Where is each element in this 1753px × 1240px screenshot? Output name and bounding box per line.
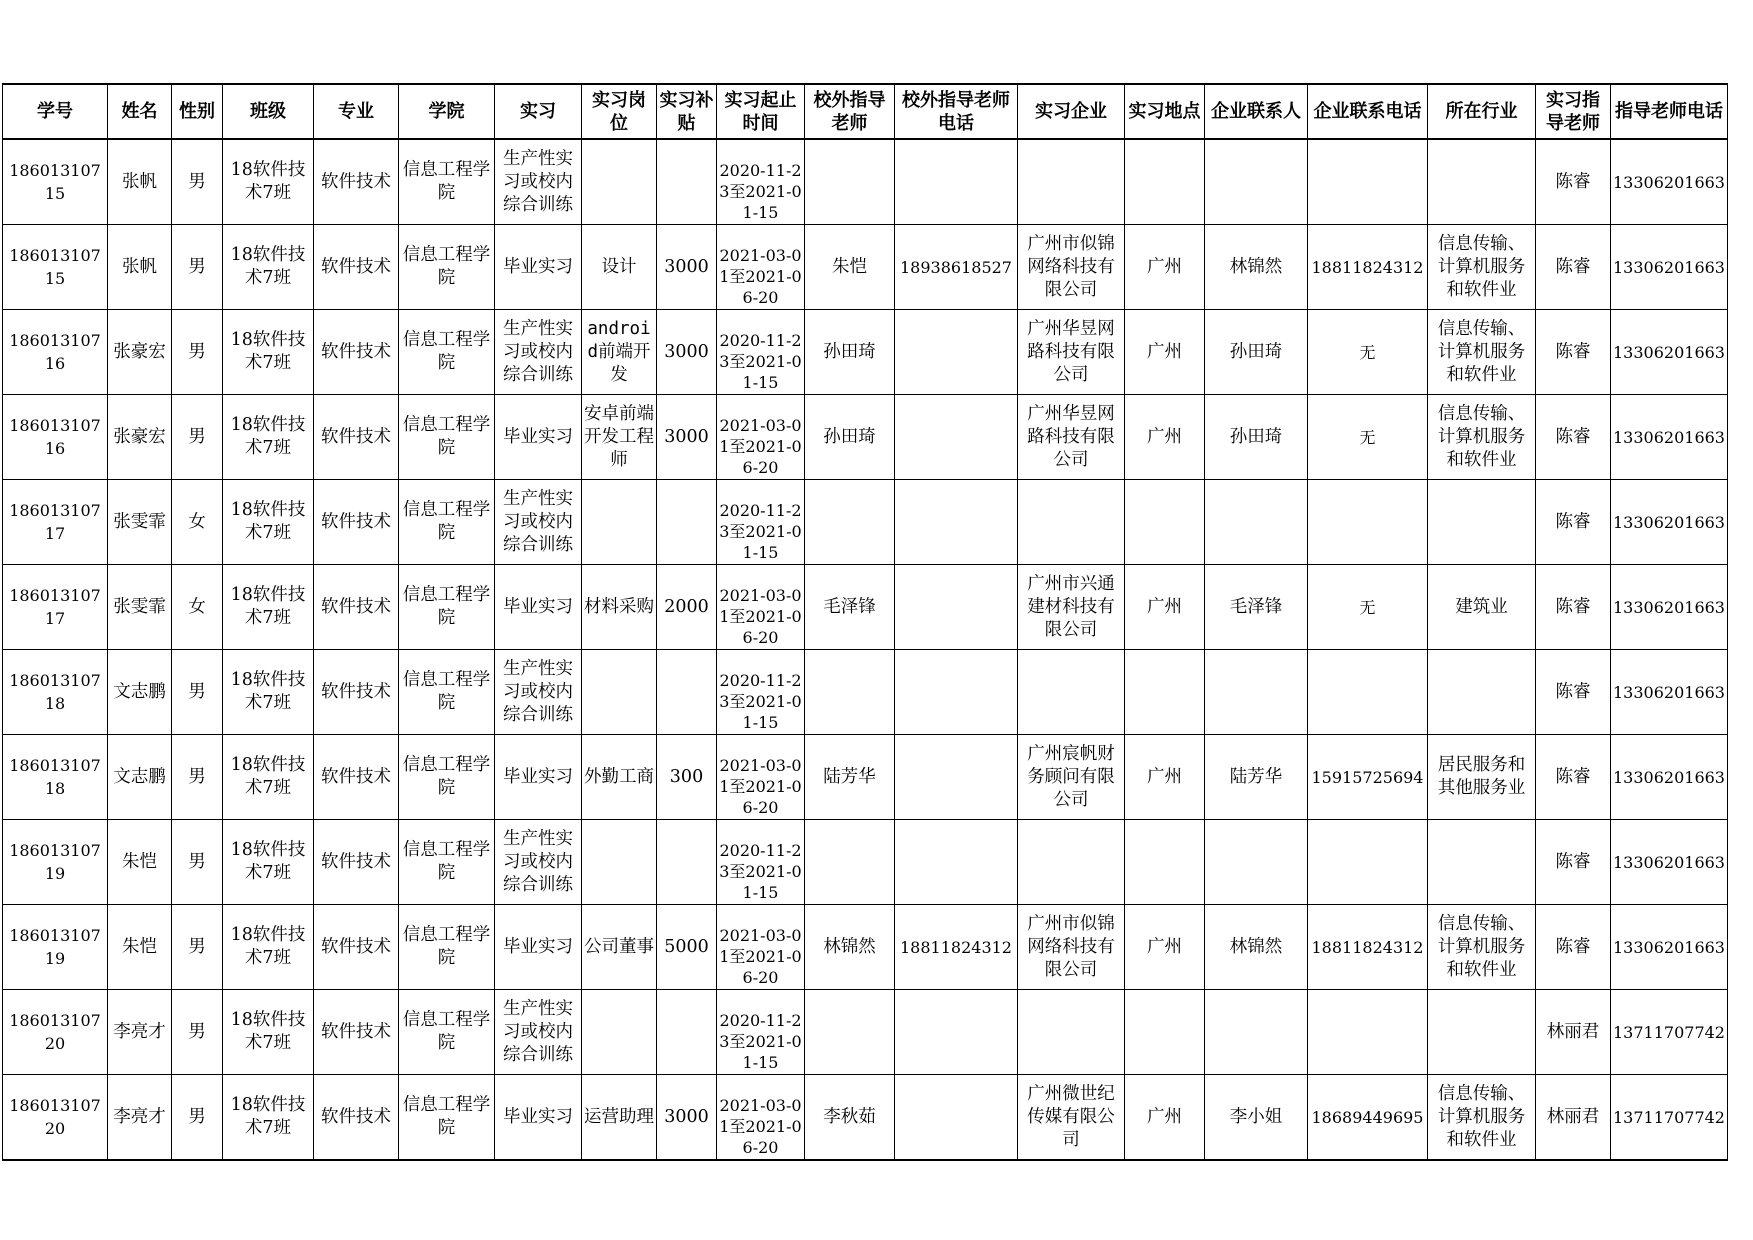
class-cell: 18软件技术7班 xyxy=(223,735,314,820)
period-text: 2021-03-01至2021-06-20 xyxy=(719,755,802,817)
table-row xyxy=(3,820,1728,905)
gender-cell: 男 xyxy=(172,990,223,1075)
period-cell xyxy=(717,650,805,735)
location-cell: 广州 xyxy=(1125,905,1205,990)
major-cell: 软件技术 xyxy=(314,395,399,480)
company-phone-cell: 18811824312 xyxy=(1308,905,1428,990)
external-tutor-phone-cell xyxy=(895,820,1018,905)
industry-cell xyxy=(1428,480,1536,565)
period-cell xyxy=(717,820,805,905)
class-cell: 18软件技术7班 xyxy=(223,310,314,395)
internship-type-cell: 生产性实习或校内综合训练 xyxy=(495,480,582,565)
column-header-sub: 实习补贴 xyxy=(657,84,717,139)
student-name-cell: 朱恺 xyxy=(108,820,172,905)
column-header-cls: 班级 xyxy=(223,84,314,139)
internship-table xyxy=(2,83,1728,1161)
company-cell: 广州微世纪传媒有限公司 xyxy=(1018,1075,1125,1161)
company-phone-cell xyxy=(1308,990,1428,1075)
column-header-dates: 实习起止时间 xyxy=(717,84,805,139)
major-cell: 软件技术 xyxy=(314,139,399,225)
company-contact-cell: 林锦然 xyxy=(1205,905,1308,990)
student-name-cell: 文志鹏 xyxy=(108,735,172,820)
student-name-cell: 张雯霏 xyxy=(108,480,172,565)
external-tutor-cell xyxy=(805,990,895,1075)
position-cell: 材料采购 xyxy=(582,565,657,650)
external-tutor-cell: 李秋茹 xyxy=(805,1075,895,1161)
external-tutor-cell: 毛泽锋 xyxy=(805,565,895,650)
company-phone-cell xyxy=(1308,139,1428,225)
column-header-company: 实习企业 xyxy=(1018,84,1125,139)
external-tutor-phone-cell xyxy=(895,480,1018,565)
class-cell: 18软件技术7班 xyxy=(223,990,314,1075)
tutor-phone-cell: 13306201663 xyxy=(1611,310,1728,395)
college-cell: 信息工程学院 xyxy=(399,565,495,650)
gender-cell: 男 xyxy=(172,395,223,480)
position-cell xyxy=(582,650,657,735)
position-cell: 设计 xyxy=(582,225,657,310)
location-cell: 广州 xyxy=(1125,395,1205,480)
location-cell: 广州 xyxy=(1125,1075,1205,1161)
company-cell xyxy=(1018,990,1125,1075)
period-cell xyxy=(717,905,805,990)
internship-type-cell: 生产性实习或校内综合训练 xyxy=(495,310,582,395)
subsidy-cell: 3000 xyxy=(657,395,717,480)
class-cell: 18软件技术7班 xyxy=(223,650,314,735)
table-row xyxy=(3,905,1728,990)
table-row xyxy=(3,990,1728,1075)
period-cell xyxy=(717,310,805,395)
company-contact-cell: 孙田琦 xyxy=(1205,310,1308,395)
external-tutor-cell xyxy=(805,480,895,565)
tutor-cell: 陈睿 xyxy=(1536,905,1611,990)
company-contact-cell xyxy=(1205,650,1308,735)
external-tutor-phone-cell xyxy=(895,310,1018,395)
tutor-phone-cell: 13711707742 xyxy=(1611,1075,1728,1161)
tutor-phone-cell: 13306201663 xyxy=(1611,820,1728,905)
table-row xyxy=(3,565,1728,650)
student-id-cell: 18601310718 xyxy=(3,735,108,820)
student-id-cell: 18601310719 xyxy=(3,905,108,990)
student-id-cell: 18601310718 xyxy=(3,650,108,735)
company-contact-cell: 林锦然 xyxy=(1205,225,1308,310)
internship-type-cell: 毕业实习 xyxy=(495,225,582,310)
student-id-cell: 18601310719 xyxy=(3,820,108,905)
tutor-cell: 陈睿 xyxy=(1536,820,1611,905)
internship-type-cell: 生产性实习或校内综合训练 xyxy=(495,650,582,735)
gender-cell: 男 xyxy=(172,225,223,310)
column-header-ext-t: 校外指导老师 xyxy=(805,84,895,139)
class-cell: 18软件技术7班 xyxy=(223,225,314,310)
college-cell: 信息工程学院 xyxy=(399,139,495,225)
subsidy-cell: 3000 xyxy=(657,225,717,310)
tutor-phone-cell: 13306201663 xyxy=(1611,395,1728,480)
external-tutor-cell: 孙田琦 xyxy=(805,310,895,395)
column-header-ext-tel: 校外指导老师电话 xyxy=(895,84,1018,139)
company-cell xyxy=(1018,139,1125,225)
college-cell: 信息工程学院 xyxy=(399,395,495,480)
tutor-cell: 林丽君 xyxy=(1536,1075,1611,1161)
tutor-cell: 陈睿 xyxy=(1536,650,1611,735)
internship-type-cell: 毕业实习 xyxy=(495,565,582,650)
tutor-phone-cell: 13306201663 xyxy=(1611,735,1728,820)
external-tutor-phone-cell xyxy=(895,990,1018,1075)
period-text: 2021-03-01至2021-06-20 xyxy=(719,415,802,477)
company-cell: 广州市似锦网络科技有限公司 xyxy=(1018,905,1125,990)
company-cell: 广州市兴通建材科技有限公司 xyxy=(1018,565,1125,650)
student-name-cell: 张帆 xyxy=(108,139,172,225)
internship-type-cell: 毕业实习 xyxy=(495,905,582,990)
position-cell: 安卓前端开发工程师 xyxy=(582,395,657,480)
class-cell: 18软件技术7班 xyxy=(223,820,314,905)
subsidy-cell xyxy=(657,139,717,225)
column-header-major: 专业 xyxy=(314,84,399,139)
column-header-college: 学院 xyxy=(399,84,495,139)
major-cell: 软件技术 xyxy=(314,1075,399,1161)
table-row xyxy=(3,395,1728,480)
company-phone-cell xyxy=(1308,820,1428,905)
company-contact-cell: 孙田琦 xyxy=(1205,395,1308,480)
position-cell: 运营助理 xyxy=(582,1075,657,1161)
external-tutor-cell xyxy=(805,139,895,225)
student-id-cell: 18601310717 xyxy=(3,480,108,565)
column-header-type: 实习 xyxy=(495,84,582,139)
header-row xyxy=(3,84,1728,139)
college-cell: 信息工程学院 xyxy=(399,735,495,820)
column-header-tutor-tel: 指导老师电话 xyxy=(1611,84,1728,139)
industry-cell xyxy=(1428,820,1536,905)
external-tutor-phone-cell xyxy=(895,395,1018,480)
student-name-cell: 张雯霏 xyxy=(108,565,172,650)
company-cell: 广州市似锦网络科技有限公司 xyxy=(1018,225,1125,310)
industry-cell: 信息传输、计算机服务和软件业 xyxy=(1428,310,1536,395)
external-tutor-cell: 林锦然 xyxy=(805,905,895,990)
industry-cell xyxy=(1428,650,1536,735)
college-cell: 信息工程学院 xyxy=(399,820,495,905)
location-cell: 广州 xyxy=(1125,225,1205,310)
company-phone-cell: 18811824312 xyxy=(1308,225,1428,310)
class-cell: 18软件技术7班 xyxy=(223,905,314,990)
class-cell: 18软件技术7班 xyxy=(223,395,314,480)
company-phone-cell: 18689449695 xyxy=(1308,1075,1428,1161)
company-cell xyxy=(1018,820,1125,905)
column-header-industry: 所在行业 xyxy=(1428,84,1536,139)
college-cell: 信息工程学院 xyxy=(399,650,495,735)
tutor-cell: 陈睿 xyxy=(1536,735,1611,820)
period-text: 2020-11-23至2021-01-15 xyxy=(719,670,802,732)
gender-cell: 男 xyxy=(172,650,223,735)
gender-cell: 男 xyxy=(172,139,223,225)
column-header-contact: 企业联系人 xyxy=(1205,84,1308,139)
period-text: 2021-03-01至2021-06-20 xyxy=(719,245,802,307)
major-cell: 软件技术 xyxy=(314,735,399,820)
location-cell: 广州 xyxy=(1125,310,1205,395)
company-contact-cell: 毛泽锋 xyxy=(1205,565,1308,650)
company-contact-cell xyxy=(1205,139,1308,225)
college-cell: 信息工程学院 xyxy=(399,990,495,1075)
subsidy-cell xyxy=(657,820,717,905)
student-name-cell: 张帆 xyxy=(108,225,172,310)
table-row xyxy=(3,480,1728,565)
company-cell: 广州宸帆财务顾问有限公司 xyxy=(1018,735,1125,820)
college-cell: 信息工程学院 xyxy=(399,1075,495,1161)
subsidy-cell: 300 xyxy=(657,735,717,820)
company-contact-cell xyxy=(1205,820,1308,905)
class-cell: 18软件技术7班 xyxy=(223,139,314,225)
external-tutor-cell: 孙田琦 xyxy=(805,395,895,480)
student-name-cell: 张豪宏 xyxy=(108,395,172,480)
major-cell: 软件技术 xyxy=(314,565,399,650)
position-cell: android前端开发 xyxy=(582,310,657,395)
position-cell xyxy=(582,139,657,225)
external-tutor-phone-cell xyxy=(895,1075,1018,1161)
external-tutor-cell xyxy=(805,820,895,905)
subsidy-cell xyxy=(657,480,717,565)
subsidy-cell: 5000 xyxy=(657,905,717,990)
subsidy-cell: 3000 xyxy=(657,310,717,395)
tutor-phone-cell: 13711707742 xyxy=(1611,990,1728,1075)
major-cell: 软件技术 xyxy=(314,820,399,905)
subsidy-cell: 3000 xyxy=(657,1075,717,1161)
company-phone-cell xyxy=(1308,480,1428,565)
student-id-cell: 18601310716 xyxy=(3,310,108,395)
gender-cell: 男 xyxy=(172,310,223,395)
company-cell xyxy=(1018,480,1125,565)
period-cell xyxy=(717,480,805,565)
location-cell xyxy=(1125,990,1205,1075)
internship-type-cell: 生产性实习或校内综合训练 xyxy=(495,820,582,905)
industry-cell xyxy=(1428,139,1536,225)
industry-cell xyxy=(1428,990,1536,1075)
external-tutor-phone-cell: 18811824312 xyxy=(895,905,1018,990)
table-row xyxy=(3,225,1728,310)
period-text: 2021-03-01至2021-06-20 xyxy=(719,1095,802,1157)
student-id-cell: 18601310715 xyxy=(3,139,108,225)
tutor-cell: 陈睿 xyxy=(1536,565,1611,650)
table-row xyxy=(3,310,1728,395)
external-tutor-cell: 陆芳华 xyxy=(805,735,895,820)
location-cell xyxy=(1125,650,1205,735)
external-tutor-phone-cell xyxy=(895,565,1018,650)
position-cell: 公司董事 xyxy=(582,905,657,990)
column-header-sid: 学号 xyxy=(3,84,108,139)
column-header-loc: 实习地点 xyxy=(1125,84,1205,139)
location-cell: 广州 xyxy=(1125,735,1205,820)
internship-type-cell: 毕业实习 xyxy=(495,1075,582,1161)
table-row xyxy=(3,650,1728,735)
company-cell: 广州华昱网路科技有限公司 xyxy=(1018,395,1125,480)
period-text: 2020-11-23至2021-01-15 xyxy=(719,160,802,222)
subsidy-cell: 2000 xyxy=(657,565,717,650)
gender-cell: 女 xyxy=(172,480,223,565)
class-cell: 18软件技术7班 xyxy=(223,480,314,565)
gender-cell: 男 xyxy=(172,735,223,820)
student-name-cell: 张豪宏 xyxy=(108,310,172,395)
table-row xyxy=(3,1075,1728,1161)
external-tutor-cell xyxy=(805,650,895,735)
period-cell xyxy=(717,225,805,310)
location-cell xyxy=(1125,480,1205,565)
internship-type-cell: 毕业实习 xyxy=(495,395,582,480)
column-header-tutor: 实习指导老师 xyxy=(1536,84,1611,139)
industry-cell: 建筑业 xyxy=(1428,565,1536,650)
column-header-pos: 实习岗位 xyxy=(582,84,657,139)
internship-type-cell: 生产性实习或校内综合训练 xyxy=(495,139,582,225)
external-tutor-phone-cell xyxy=(895,139,1018,225)
company-cell xyxy=(1018,650,1125,735)
tutor-cell: 陈睿 xyxy=(1536,139,1611,225)
subsidy-cell xyxy=(657,990,717,1075)
major-cell: 软件技术 xyxy=(314,650,399,735)
period-cell xyxy=(717,735,805,820)
tutor-phone-cell: 13306201663 xyxy=(1611,139,1728,225)
period-text: 2020-11-23至2021-01-15 xyxy=(719,500,802,562)
position-cell xyxy=(582,480,657,565)
table-row xyxy=(3,735,1728,820)
tutor-phone-cell: 13306201663 xyxy=(1611,650,1728,735)
period-text: 2020-11-23至2021-01-15 xyxy=(719,330,802,392)
location-cell xyxy=(1125,139,1205,225)
period-cell xyxy=(717,990,805,1075)
external-tutor-phone-cell xyxy=(895,735,1018,820)
location-cell xyxy=(1125,820,1205,905)
gender-cell: 男 xyxy=(172,1075,223,1161)
period-text: 2021-03-01至2021-06-20 xyxy=(719,925,802,987)
class-cell: 18软件技术7班 xyxy=(223,1075,314,1161)
table-body xyxy=(3,139,1728,1160)
college-cell: 信息工程学院 xyxy=(399,225,495,310)
tutor-phone-cell: 13306201663 xyxy=(1611,225,1728,310)
tutor-cell: 陈睿 xyxy=(1536,395,1611,480)
column-header-contact-tel: 企业联系电话 xyxy=(1308,84,1428,139)
major-cell: 软件技术 xyxy=(314,905,399,990)
column-header-name: 姓名 xyxy=(108,84,172,139)
position-cell: 外勤工商 xyxy=(582,735,657,820)
company-contact-cell xyxy=(1205,480,1308,565)
tutor-cell: 陈睿 xyxy=(1536,310,1611,395)
student-id-cell: 18601310716 xyxy=(3,395,108,480)
company-cell: 广州华昱网路科技有限公司 xyxy=(1018,310,1125,395)
college-cell: 信息工程学院 xyxy=(399,905,495,990)
table-row xyxy=(3,139,1728,225)
period-text: 2020-11-23至2021-01-15 xyxy=(719,1010,802,1072)
period-cell xyxy=(717,1075,805,1161)
company-phone-cell: 无 xyxy=(1308,310,1428,395)
position-cell xyxy=(582,820,657,905)
college-cell: 信息工程学院 xyxy=(399,480,495,565)
industry-cell: 信息传输、计算机服务和软件业 xyxy=(1428,905,1536,990)
student-name-cell: 李亮才 xyxy=(108,990,172,1075)
student-name-cell: 朱恺 xyxy=(108,905,172,990)
company-contact-cell: 李小姐 xyxy=(1205,1075,1308,1161)
period-cell xyxy=(717,565,805,650)
column-header-gender: 性别 xyxy=(172,84,223,139)
internship-type-cell: 生产性实习或校内综合训练 xyxy=(495,990,582,1075)
tutor-cell: 林丽君 xyxy=(1536,990,1611,1075)
tutor-cell: 陈睿 xyxy=(1536,480,1611,565)
gender-cell: 女 xyxy=(172,565,223,650)
class-cell: 18软件技术7班 xyxy=(223,565,314,650)
company-phone-cell: 15915725694 xyxy=(1308,735,1428,820)
company-phone-cell: 无 xyxy=(1308,395,1428,480)
college-cell: 信息工程学院 xyxy=(399,310,495,395)
external-tutor-phone-cell: 18938618527 xyxy=(895,225,1018,310)
industry-cell: 居民服务和其他服务业 xyxy=(1428,735,1536,820)
external-tutor-phone-cell xyxy=(895,650,1018,735)
student-id-cell: 18601310720 xyxy=(3,990,108,1075)
location-cell: 广州 xyxy=(1125,565,1205,650)
external-tutor-cell: 朱恺 xyxy=(805,225,895,310)
industry-cell: 信息传输、计算机服务和软件业 xyxy=(1428,1075,1536,1161)
company-phone-cell xyxy=(1308,650,1428,735)
student-id-cell: 18601310720 xyxy=(3,1075,108,1161)
period-text: 2020-11-23至2021-01-15 xyxy=(719,840,802,902)
major-cell: 软件技术 xyxy=(314,990,399,1075)
industry-cell: 信息传输、计算机服务和软件业 xyxy=(1428,395,1536,480)
student-name-cell: 文志鹏 xyxy=(108,650,172,735)
tutor-cell: 陈睿 xyxy=(1536,225,1611,310)
position-cell xyxy=(582,990,657,1075)
tutor-phone-cell: 13306201663 xyxy=(1611,565,1728,650)
period-cell xyxy=(717,395,805,480)
tutor-phone-cell: 13306201663 xyxy=(1611,905,1728,990)
student-id-cell: 18601310717 xyxy=(3,565,108,650)
gender-cell: 男 xyxy=(172,820,223,905)
major-cell: 软件技术 xyxy=(314,480,399,565)
company-phone-cell: 无 xyxy=(1308,565,1428,650)
internship-type-cell: 毕业实习 xyxy=(495,735,582,820)
subsidy-cell xyxy=(657,650,717,735)
major-cell: 软件技术 xyxy=(314,225,399,310)
period-text: 2021-03-01至2021-06-20 xyxy=(719,585,802,647)
student-id-cell: 18601310715 xyxy=(3,225,108,310)
gender-cell: 男 xyxy=(172,905,223,990)
company-contact-cell xyxy=(1205,990,1308,1075)
company-contact-cell: 陆芳华 xyxy=(1205,735,1308,820)
major-cell: 软件技术 xyxy=(314,310,399,395)
tutor-phone-cell: 13306201663 xyxy=(1611,480,1728,565)
industry-cell: 信息传输、计算机服务和软件业 xyxy=(1428,225,1536,310)
student-name-cell: 李亮才 xyxy=(108,1075,172,1161)
period-cell xyxy=(717,139,805,225)
